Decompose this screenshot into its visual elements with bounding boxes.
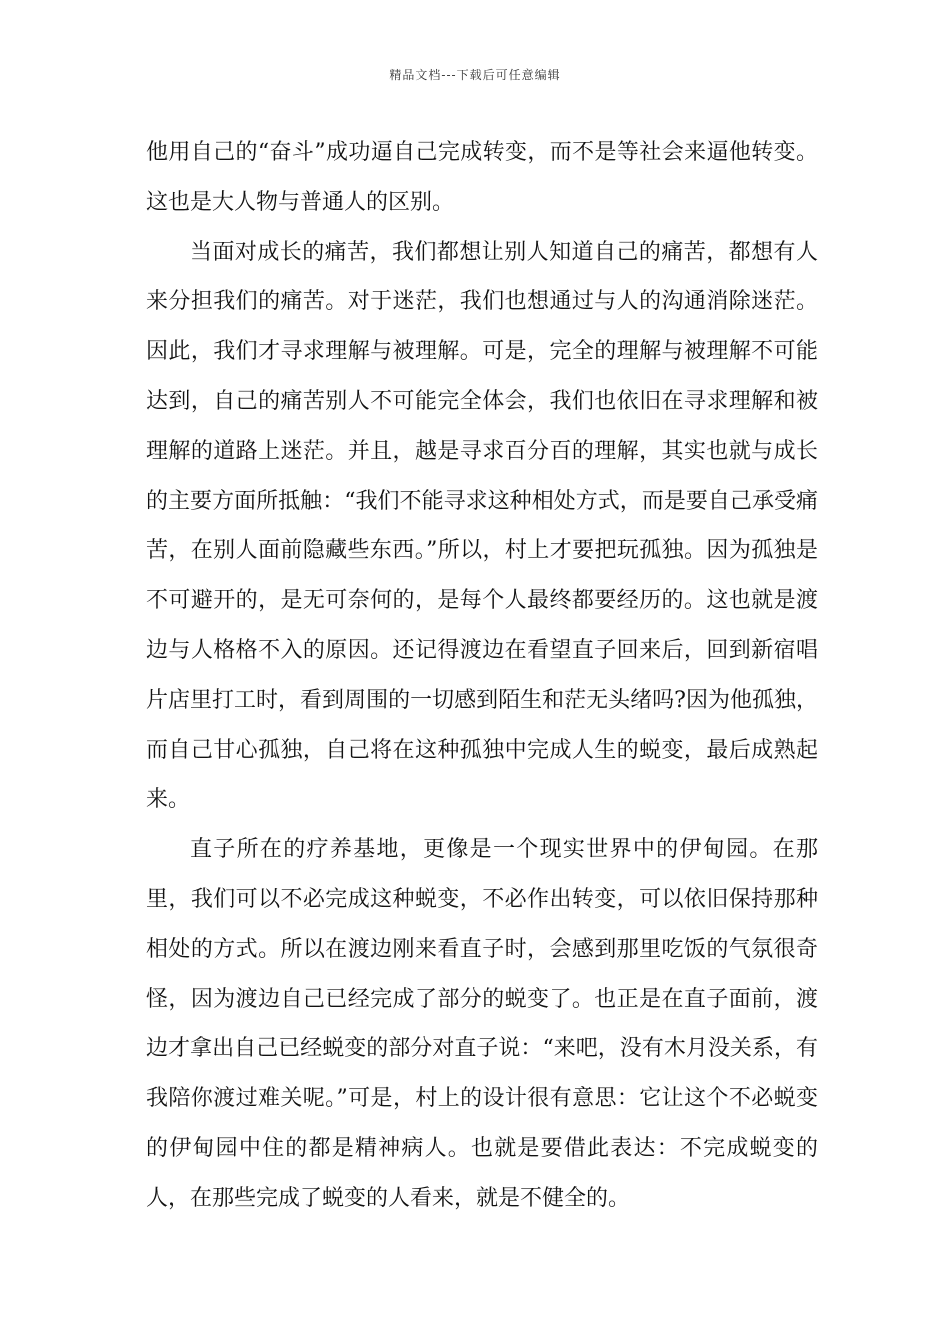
paragraph-1: 他用自己的“奋斗”成功逼自己完成转变，而不是等社会来逼他转变。这也是大人物与普通人的区别。: [146, 140, 818, 215]
document-body: [146, 128, 818, 1224]
paragraph-3: 直子所在的疗养基地，更像是一个现实世界中的伊甸园。在那里，我们可以不必完成这种蜕变，不必作出转变，可以依旧保持那种相处的方式。所以在渡边刚来看直子时，会感到那里吃饭的气氛很奇怪，因为渡边自己已经完成了部分的蜕变了。也正是在直子面前，渡边才拿出自己已经蜕变的部分对直子说：“来吧，没有木月没关系，有我陪你渡过难关呢。”可是，村上的设计很有意思：它让这个不必蜕变的伊甸园中住的都是精神病人。也就是要借此表达：不完成蜕变的人，在那些完成了蜕变的人看来，就是不健全的。: [146, 837, 818, 1211]
paragraph-2: 当面对成长的痛苦，我们都想让别人知道自己的痛苦，都想有人来分担我们的痛苦。对于迷茫，我们也想通过与人的沟通消除迷茫。因此，我们才寻求理解与被理解。可是，完全的理解与被理解不可能达到，自己的痛苦别人不可能完全体会，我们也依旧在寻求理解和被理解的道路上迷茫。并且，越是寻求百分百的理解，其实也就与成长的主要方面所抵触：“我们不能寻求这种相处方式，而是要自己承受痛苦，在别人面前隐藏些东西。”所以，村上才要把玩孤独。因为孤独是不可避开的，是无可奈何的，是每个人最终都要经历的。这也就是渡边与人格格不入的原因。还记得渡边在看望直子回来后，回到新宿唱片店里打工时，看到周围的一切感到陌生和茫无头绪吗?因为他孤独，而自己甘心孤独，自己将在这种孤独中完成人生的蜕变，最后成熟起来。: [146, 239, 818, 813]
page-header: 精品文档---下载后可任意编辑: [389, 68, 561, 82]
